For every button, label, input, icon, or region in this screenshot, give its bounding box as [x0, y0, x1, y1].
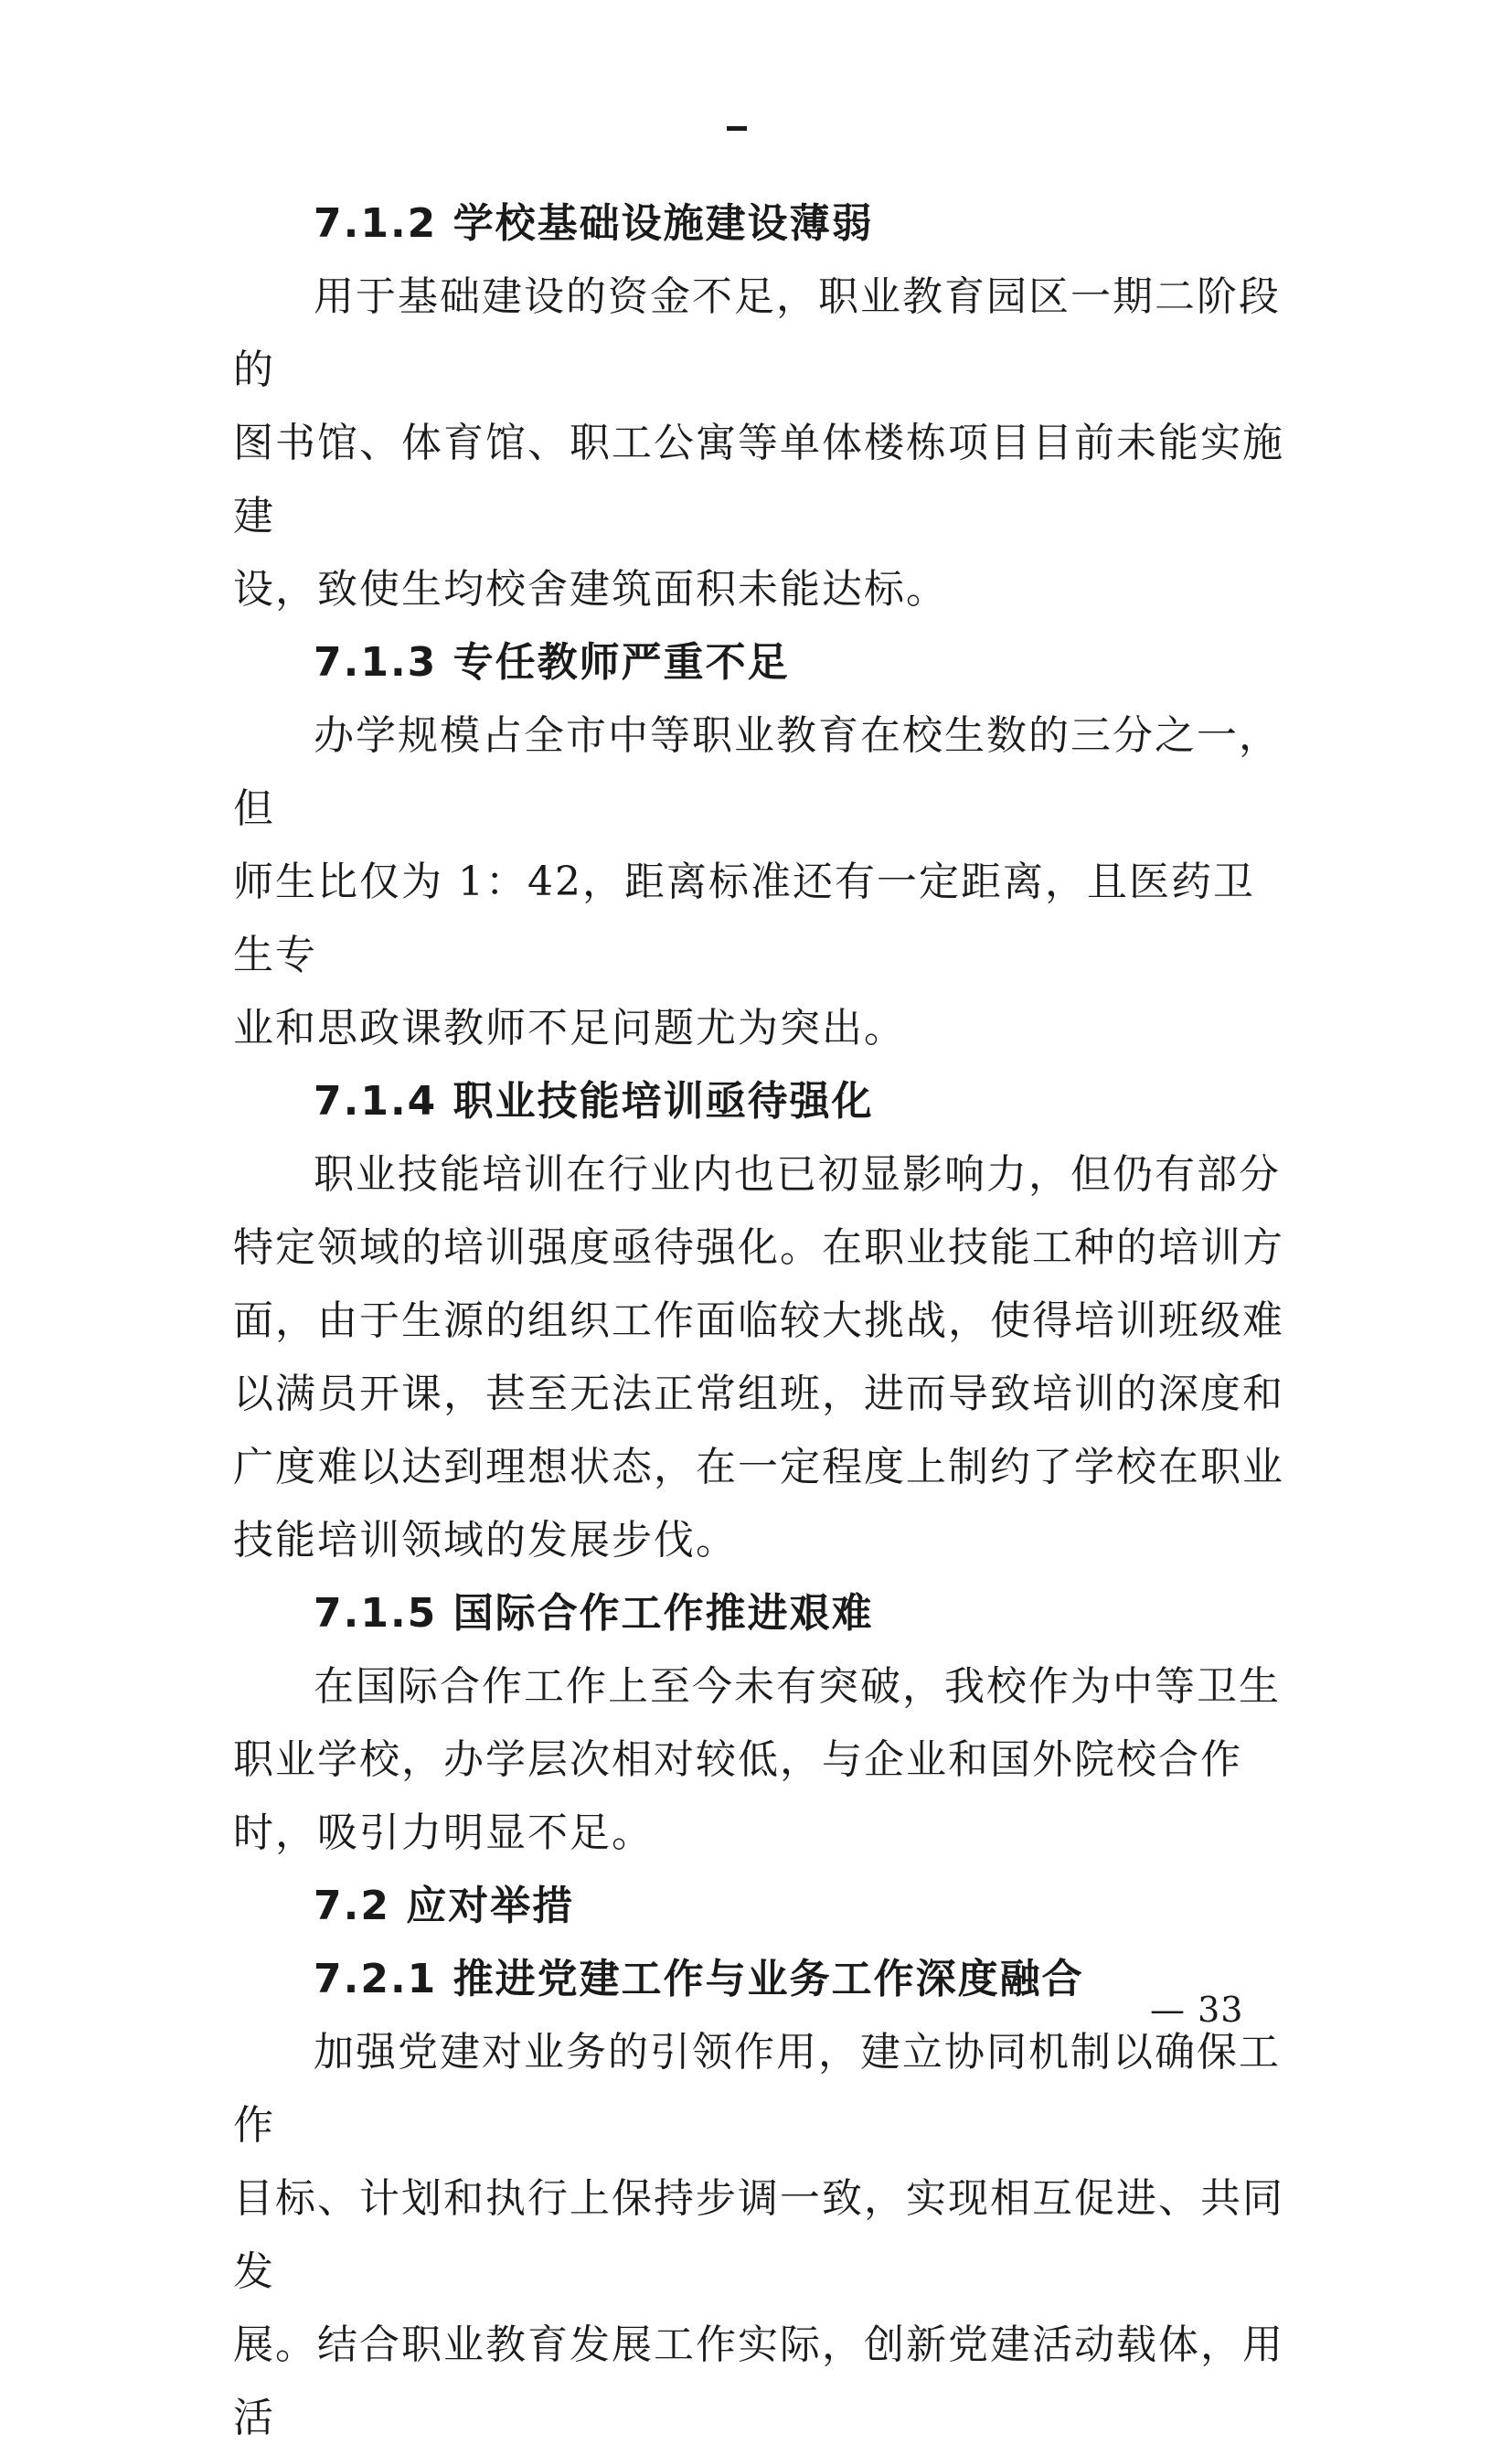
paragraph-party-building: 加强党建对业务的引领作用，建立协同机制以确保工作 目标、计划和执行上保持步调一致，实现相互促进、共同发 展。结合职业教育发展工作实际，创新党建活动载体，用活	[233, 2029, 1284, 2441]
section-heading-7-1-2: 7.1.2 学校基础设施建设薄弱	[314, 200, 874, 247]
section-heading-7-2-1: 7.2.1 推进党建工作与业务工作深度融合	[314, 1956, 1084, 2002]
document-body	[233, 187, 1294, 2455]
section-heading-7-1-5: 7.1.5 国际合作工作推进艰难	[314, 1590, 874, 1637]
section-heading-7-1-4: 7.1.4 职业技能培训亟待强化	[314, 1078, 874, 1125]
paragraph-skills-training: 职业技能培训在行业内也已初显影响力，但仍有部分 特定领域的培训强度亟待强化。在职业技能工种的培训方 面，由于生源的组织工作面临较大挑战，使得培训班级难 以满员开课，甚至无法正常组班，进而导致培训的深度和 广度难以达到理想状态，在一定程度上制约了学校在职业 技能培训领域的发展步伐。	[233, 1151, 1284, 1564]
paragraph-international-cooperation: 在国际合作工作上至今未有突破，我校作为中等卫生 职业学校，办学层次相对较低，与企业和国外院校合作 时，吸引力明显不足。	[233, 1663, 1281, 1856]
top-dash-mark	[727, 126, 747, 131]
paragraph-teachers: 办学规模占全市中等职业教育在校生数的三分之一，但 师生比仅为 1：42，距离标准还有一定距离，且医药卫生专 业和思政课教师不足问题尤为突出。	[233, 712, 1281, 1051]
section-heading-7-1-3: 7.1.3 专任教师严重不足	[314, 639, 790, 686]
section-heading-7-2: 7.2 应对举措	[314, 1883, 575, 1929]
page-number: — 33	[1150, 1990, 1244, 2030]
paragraph-infrastructure: 用于基础建设的资金不足，职业教育园区一期二阶段的 图书馆、体育馆、职工公寓等单体楼栋项目目前未能实施建 设，致使生均校舍建筑面积未能达标。	[233, 273, 1284, 613]
